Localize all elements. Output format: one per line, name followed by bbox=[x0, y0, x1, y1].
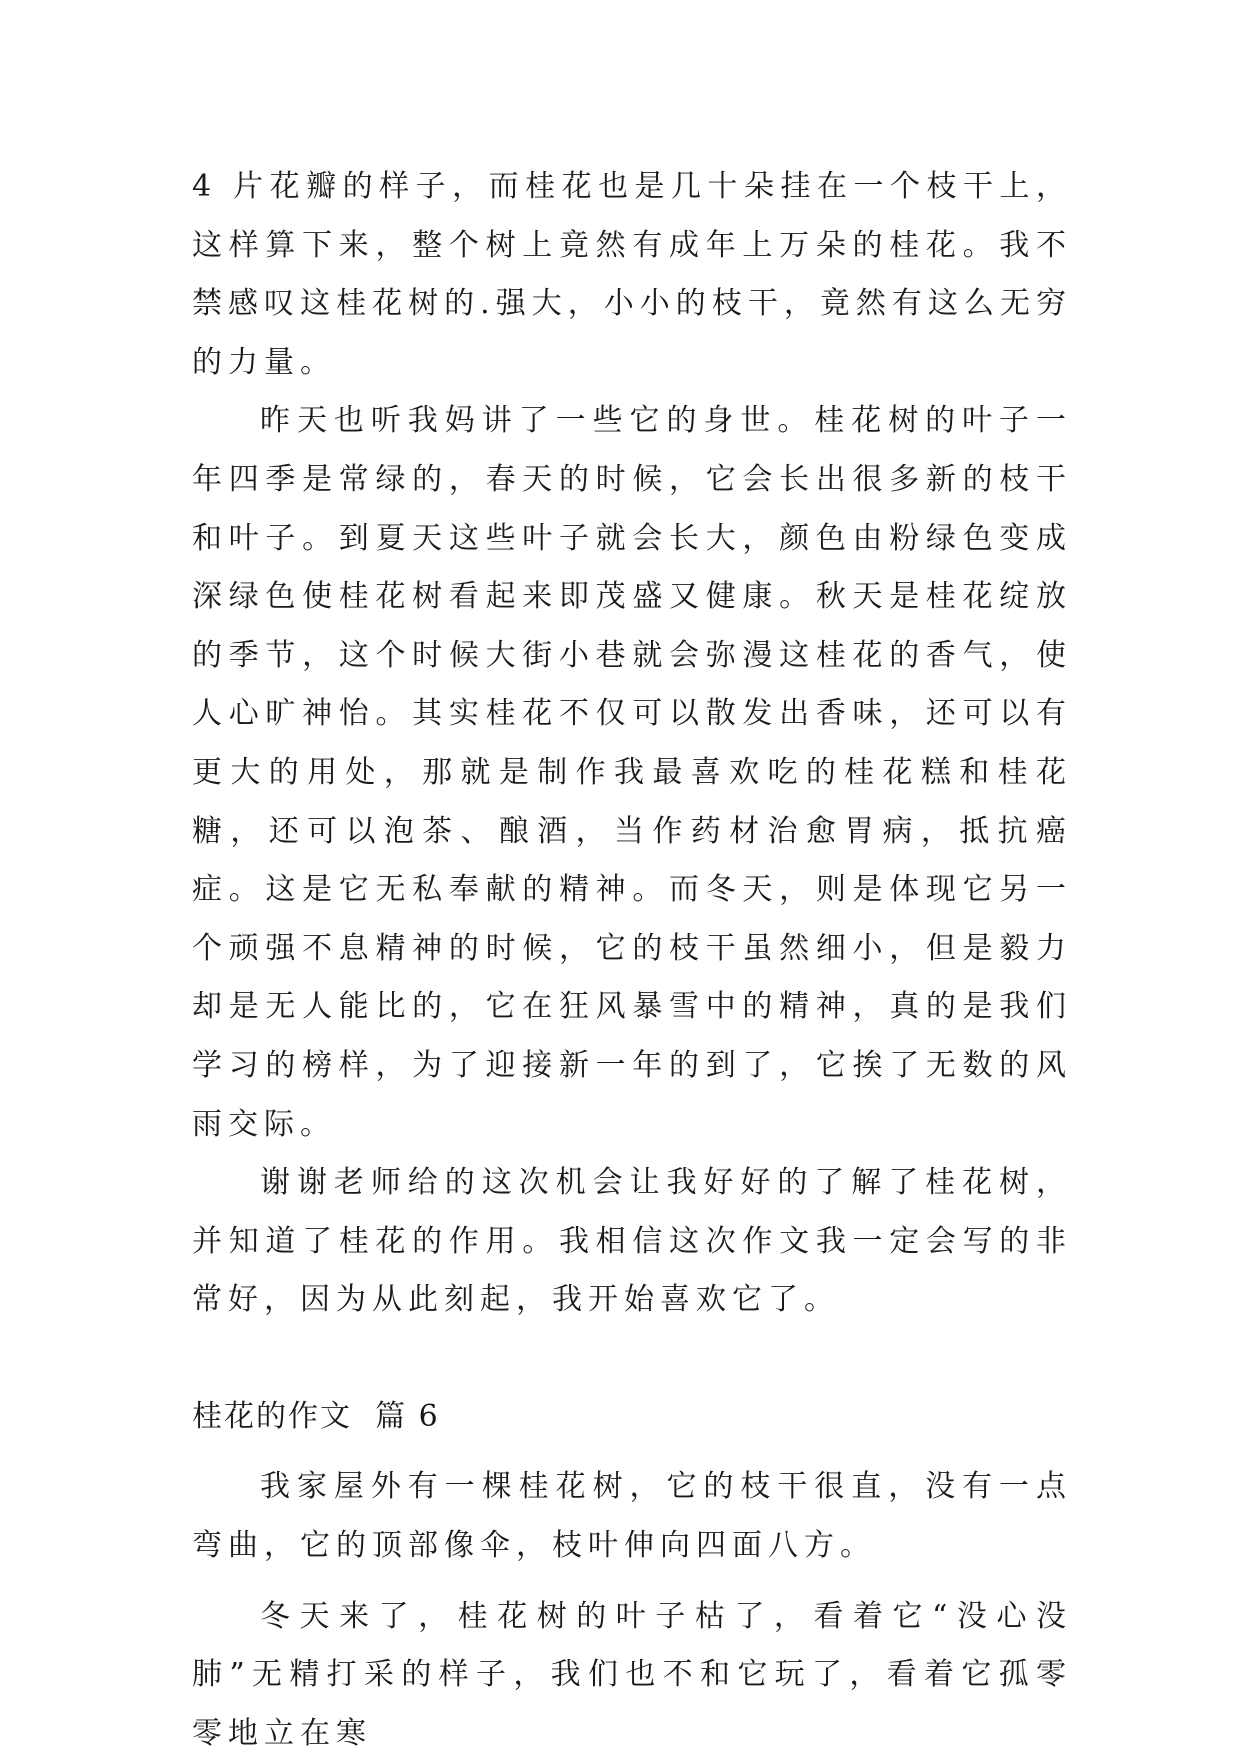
paragraph-thanks: 谢谢老师给的这次机会让我好好的了解了桂花树，并知道了桂花的作用。我相信这次作文我一定会写的非常好，因为从此刻起，我开始喜欢它了。 bbox=[192, 1165, 1072, 1318]
paragraph-seasons: 昨天也听我妈讲了一些它的身世。桂花树的叶子一年四季是常绿的，春天的时候，它会长出很多新的枝干和叶子。到夏天这些叶子就会长大，颜色由粉绿色变成深绿色使桂花树看起来即茂盛又健康。秋天是桂花绽放的季节，这个时候大街小巷就会弥漫这桂花的香气，使人心旷神怡。其实桂花不仅可以散发出香味，还可以有更大的用处，那就是制作我最喜欢吃的桂花糕和桂花糖，还可以泡茶、酿酒，当作药材治愈胃病，抵抗癌症。这是它无私奉献的精神。而冬天，则是体现它另一个顽强不息精神的时候，它的枝干虽然细小，但是毅力却是无人能比的，它在狂风暴雪中的精神，真的是我们学习的榜样，为了迎接新一年的到了，它挨了无数的风雨交际。 bbox=[192, 403, 1072, 1142]
section-heading: 桂花的作文 篇 6 bbox=[192, 1398, 440, 1434]
paragraph-continuation: 4 片花瓣的样子，而桂花也是几十朵挂在一个枝干上，这样算下来，整个树上竟然有成年上万朵的桂花。我不禁感叹这桂花树的.强大，小小的枝干，竟然有这么无穷的力量。 bbox=[192, 169, 1072, 380]
paragraph-winter: 冬天来了，桂花树的叶子枯了，看着它“没心没肺”无精打采的样子，我们也不和它玩了，看着它孤零零地立在寒 bbox=[192, 1598, 1072, 1751]
article-body bbox=[192, 158, 1072, 1763]
paragraph-tree-description: 我家屋外有一棵桂花树，它的枝干很直，没有一点弯曲，它的顶部像伞，枝叶伸向四面八方。 bbox=[192, 1469, 1072, 1564]
